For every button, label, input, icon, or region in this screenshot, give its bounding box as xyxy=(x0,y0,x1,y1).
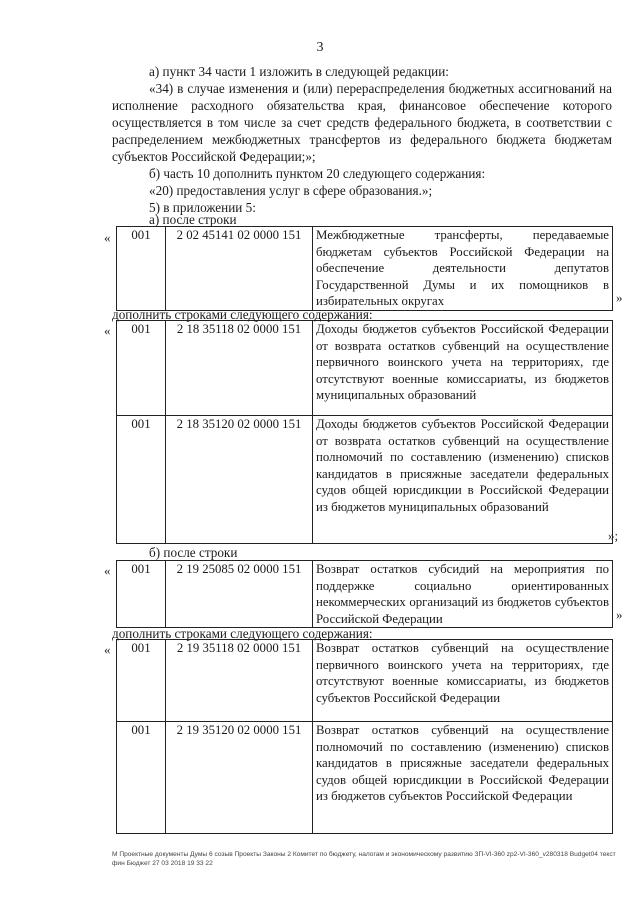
table-cell-code: 001 xyxy=(117,640,166,722)
open-quote: « xyxy=(104,642,111,657)
table-cell-code: 001 xyxy=(117,227,166,311)
close-quote: » xyxy=(616,607,623,622)
table-cell-code: 001 xyxy=(117,561,166,628)
table-after-row-a xyxy=(116,226,613,311)
table-cell-text: Доходы бюджетов субъектов Российской Федерации от возврата остатков субвенций на осуществление первичного воинского учета на территориях, где отсутствуют военные комиссариаты, из бюджетов муниципальных образований xyxy=(313,321,613,416)
open-quote: « xyxy=(104,323,111,338)
close-quote: » xyxy=(616,290,623,305)
add-rows-label-a: дополнить строками следующего содержания: xyxy=(112,307,373,322)
table-after-row-b xyxy=(116,560,613,628)
footer-file-path: М Проектные документы Думы 6 созыв Проекты Законы 2 Комитет по бюджету, налогам и экономическому развитию ЗП-VI-360 zp2-VI-360_v280318 Budget04 текст фин Бюджет 27 03 2018 19 33 22 xyxy=(112,851,616,867)
table-row xyxy=(117,722,613,834)
page-number: 3 xyxy=(316,40,324,55)
table-added-rows-a xyxy=(116,320,613,544)
table-cell-code: 001 xyxy=(117,321,166,416)
table-cell-text: Возврат остатков субвенций на осуществление первичного воинского учета на территориях, где отсутствуют военные комиссариаты, из бюджетов субъектов Российской Федерации xyxy=(313,640,613,722)
table-cell-text: Межбюджетные трансферты, передаваемые бюджетам субъектов Российской Федерации на обеспечение деятельности депутатов Государственной Думы и их помощников в избирательных округах xyxy=(313,227,613,311)
section-a-label: а) после строки xyxy=(149,212,237,227)
table-cell-text: Возврат остатков субсидий на мероприятия по поддержке социально ориентированных некоммерческих организаций из бюджетов субъектов Российской Федерации xyxy=(313,561,613,628)
table-cell-code: 001 xyxy=(117,416,166,544)
open-quote: « xyxy=(104,563,111,578)
paragraph-5: 5) в приложении 5: xyxy=(149,200,256,215)
table-cell-kbk: 2 02 45141 02 0000 151 xyxy=(166,227,313,311)
table-row xyxy=(117,416,613,544)
table-cell-text: Доходы бюджетов субъектов Российской Федерации от возврата остатков субвенций на осуществление полномочий по составлению (изменению) списков кандидатов в присяжные заседатели федеральных судов общей юрисдикции в Российской Федерации из бюджетов муниципальных образований xyxy=(313,416,613,544)
close-quote: »; xyxy=(608,528,619,543)
table-row xyxy=(117,561,613,628)
table-cell-kbk: 2 19 25085 02 0000 151 xyxy=(166,561,313,628)
paragraph-b: б) часть 10 дополнить пунктом 20 следующего содержания: xyxy=(149,166,486,181)
paragraph-20: «20) предоставления услуг в сфере образования.»; xyxy=(149,183,433,198)
table-cell-text: Возврат остатков субвенций на осуществление полномочий по составлению (изменению) списков кандидатов в присяжные заседатели федеральных судов общей юрисдикции в Российской Федерации из бюджетов субъектов Российской Федерации xyxy=(313,722,613,834)
table-cell-kbk: 2 19 35118 02 0000 151 xyxy=(166,640,313,722)
table-added-rows-b xyxy=(116,639,613,834)
paragraph-34: «34) в случае изменения и (или) перераспределения бюджетных ассигнований на исполнение расходного обязательства края, финансовое обеспечение которого осуществляется в том числе за счет средств федерального бюджета, в соответствии с распределением межбюджетных трансфертов из федерального бюджета бюджетам субъектов Российской Федерации;»; xyxy=(112,81,612,164)
table-row xyxy=(117,321,613,416)
table-cell-kbk: 2 18 35118 02 0000 151 xyxy=(166,321,313,416)
section-b-label: б) после строки xyxy=(149,545,238,560)
table-row xyxy=(117,640,613,722)
table-cell-code: 001 xyxy=(117,722,166,834)
table-cell-kbk: 2 18 35120 02 0000 151 xyxy=(166,416,313,544)
table-cell-kbk: 2 19 35120 02 0000 151 xyxy=(166,722,313,834)
paragraph-a: а) пункт 34 части 1 изложить в следующей редакции: xyxy=(149,64,449,79)
table-row xyxy=(117,227,613,311)
add-rows-label-b: дополнить строками следующего содержания: xyxy=(112,626,373,641)
open-quote: « xyxy=(104,230,111,245)
